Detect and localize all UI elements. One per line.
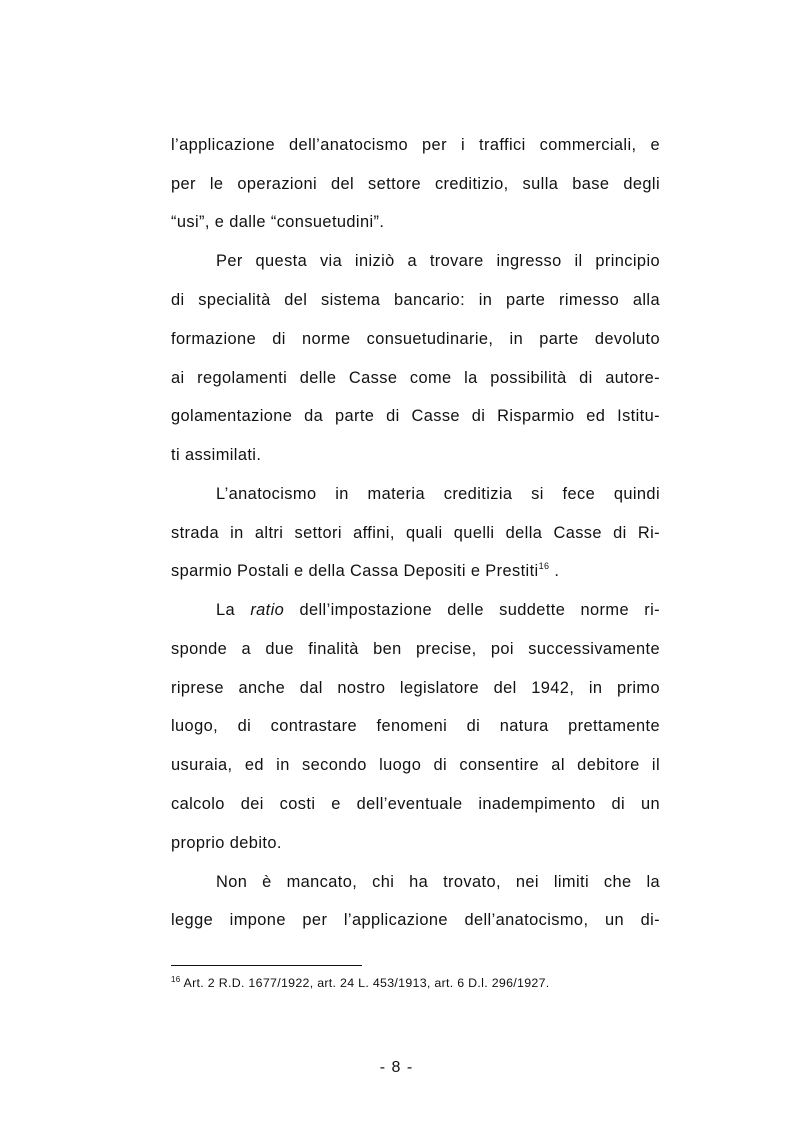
- body-line: [171, 561, 660, 581]
- body-line: ai regolamenti delle Casse come la possibilità di autore-: [171, 369, 660, 387]
- body-line: L’anatocismo in materia creditizia si fece quindi: [216, 485, 660, 503]
- body-line: ti assimilati.: [171, 446, 262, 464]
- body-line: formazione di norme consuetudinarie, in parte devoluto: [171, 330, 660, 348]
- body-line: l’applicazione dell’anatocismo per i traffici commerciali, e: [171, 136, 660, 154]
- page-number: - 8 -: [379, 1059, 414, 1076]
- footnote-text: Art. 2 R.D. 1677/1922, art. 24 L. 453/1913, art. 6 D.l. 296/1927.: [180, 976, 550, 990]
- body-line: proprio debito.: [171, 834, 282, 852]
- footnote-separator: [171, 965, 362, 966]
- body-line: calcolo dei costi e dell’eventuale inadempimento di un: [171, 795, 660, 813]
- body-line: Per questa via iniziò a trovare ingresso il principio: [216, 252, 660, 270]
- body-line: riprese anche dal nostro legislatore del 1942, in primo: [171, 679, 660, 697]
- body-line-text: La: [216, 601, 251, 619]
- body-line-text: dell’impostazione delle suddette norme ri-: [284, 601, 660, 619]
- body-line: Non è mancato, chi ha trovato, nei limiti che la: [216, 873, 660, 891]
- body-line: luogo, di contrastare fenomeni di natura prettamente: [171, 717, 660, 735]
- italic-term: ratio: [250, 601, 285, 619]
- footnote-number: 16: [171, 975, 181, 984]
- body-line: usuraia, ed in secondo luogo di consentire al debitore il: [171, 756, 660, 774]
- footnote: [171, 975, 660, 991]
- body-line: per le operazioni del settore creditizio, sulla base degli: [171, 175, 660, 193]
- body-line: golamentazione da parte di Casse di Risparmio ed Istitu-: [171, 407, 660, 425]
- body-line: di specialità del sistema bancario: in parte rimesso alla: [171, 291, 660, 309]
- body-line: “usi”, e dalle “consuetudini”.: [171, 213, 385, 231]
- body-line-text: sparmio Postali e della Cassa Depositi e Prestiti: [171, 562, 539, 580]
- body-line: [216, 600, 660, 620]
- body-line: legge impone per l’applicazione dell’anatocismo, un di-: [171, 911, 660, 929]
- body-line: sponde a due finalità ben precise, poi successivamente: [171, 640, 660, 658]
- footnote-reference[interactable]: 16: [538, 561, 550, 571]
- body-line: strada in altri settori affini, quali quelli della Casse di Ri-: [171, 524, 660, 542]
- body-line-text: .: [549, 562, 560, 580]
